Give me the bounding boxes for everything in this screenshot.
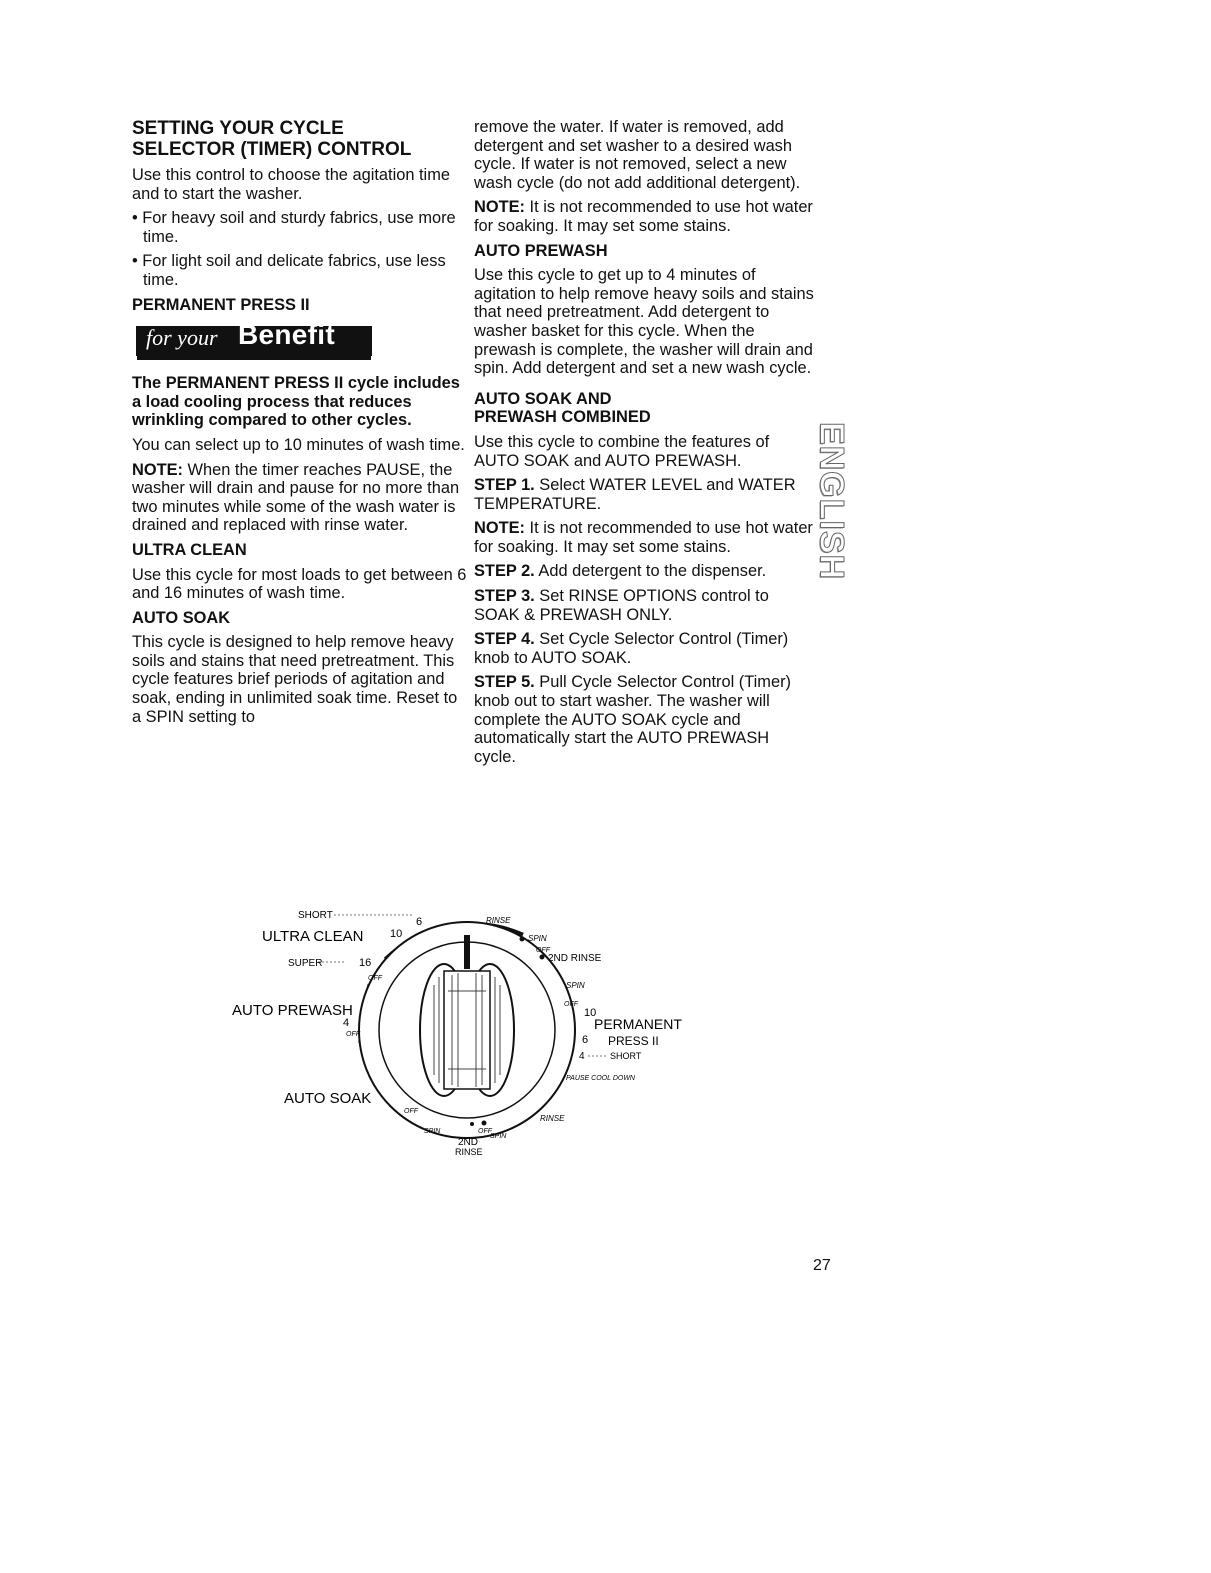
dial-pointer xyxy=(464,935,470,969)
label-2nd-rinse-right: 2ND RINSE xyxy=(548,953,602,964)
note-text: When the timer reaches PAUSE, the washer will drain and pause for no more than two minutes while some of the wash water is drained and replaced with rinse water. xyxy=(132,460,460,535)
combined-heading-line-2: PREWASH COMBINED xyxy=(474,408,651,427)
step-label: STEP 5. xyxy=(474,673,535,692)
label-spin-bottom-right: SPIN xyxy=(490,1133,507,1140)
label-6-right: 6 xyxy=(582,1034,589,1046)
language-side-tab xyxy=(812,412,850,590)
dial-dot xyxy=(470,1122,474,1126)
note-label: NOTE: xyxy=(132,460,183,479)
label-pause-cooldown: PAUSE COOL DOWN xyxy=(566,1075,635,1082)
step-1 xyxy=(474,476,814,513)
step-text: Set Cycle Selector Control (Timer) knob to AUTO SOAK. xyxy=(474,630,789,667)
intro-text: Use this control to choose the agitation time and to start the washer. xyxy=(132,166,450,203)
auto-soak-continued: remove the water. If water is removed, add detergent and set washer to a desired wash cycle. If water is not removed, select a new wash cycle (do not add additional detergent). xyxy=(474,118,801,192)
step-label: STEP 2. xyxy=(474,562,535,581)
step-text: Select WATER LEVEL and WATER TEMPERATURE. xyxy=(474,476,796,513)
ultra-clean-heading: ULTRA CLEAN xyxy=(132,540,247,559)
title-line-1: SETTING YOUR CYCLE xyxy=(132,118,344,139)
note-label: NOTE: xyxy=(474,198,525,217)
right-column xyxy=(474,118,814,772)
step-5 xyxy=(474,673,814,766)
label-off-right: OFF xyxy=(564,1001,578,1008)
auto-prewash-text: Use this cycle to get up to 4 minutes of agitation to help remove heavy soils and stains that need pretreatment. Add detergent to washer basket for this cycle. When the prewash is complete, the washer will drain and spin. Add detergent and set a new wash cycle. xyxy=(474,266,814,378)
title-line-2: SELECTOR (TIMER) CONTROL xyxy=(132,139,412,160)
label-ultra-clean: ULTRA CLEAN xyxy=(262,928,364,945)
label-rinse-top: RINSE xyxy=(486,916,511,925)
step-text: Pull Cycle Selector Control (Timer) knob out to start washer. The washer will complete the AUTO SOAK cycle and automatically start the AUTO PREWASH cycle. xyxy=(474,673,791,766)
benefit-for-your: for your xyxy=(146,325,218,351)
ultra-clean-text: Use this cycle for most loads to get between 6 and 16 minutes of wash time. xyxy=(132,565,467,603)
label-spin-right: SPIN xyxy=(566,981,585,990)
label-permanent: PERMANENT xyxy=(594,1016,682,1032)
step-text: Set RINSE OPTIONS control to SOAK & PREWASH ONLY. xyxy=(474,587,769,624)
label-10-right: 10 xyxy=(584,1007,597,1019)
label-off-b: OFF xyxy=(346,1031,360,1038)
dial-svg xyxy=(222,895,692,1165)
label-super: SUPER xyxy=(288,958,323,969)
note-text: It is not recommended to use hot water for soaking. It may set some stains. xyxy=(474,198,813,235)
step-label: STEP 3. xyxy=(474,587,535,606)
for-your-benefit-logo xyxy=(136,319,372,356)
label-short-top: SHORT xyxy=(298,910,333,921)
label-off-top-right: OFF xyxy=(536,947,550,954)
label-spin-top: SPIN xyxy=(528,934,547,943)
dial-dot xyxy=(482,1121,487,1126)
note-text: It is not recommended to use hot water for soaking. It may set some stains. xyxy=(474,519,813,556)
label-10-top: 10 xyxy=(390,928,403,940)
section-title xyxy=(132,118,467,160)
label-press-ii: PRESS II xyxy=(608,1034,659,1048)
step-label: STEP 1. xyxy=(474,476,535,495)
label-off-a: OFF xyxy=(368,975,382,982)
cycle-selector-dial-diagram xyxy=(222,895,692,1165)
permanent-press-callout: The PERMANENT PRESS II cycle includes a load cooling process that reduces wrinkling compared to other cycles. xyxy=(132,374,460,430)
label-off-bottom-right: OFF xyxy=(478,1128,492,1135)
page-number: 27 xyxy=(813,1257,831,1274)
auto-prewash-heading: AUTO PREWASH xyxy=(474,241,608,260)
benefit-word: Benefit xyxy=(238,319,335,351)
dial-dot xyxy=(540,955,545,960)
step-4 xyxy=(474,630,814,667)
label-16: 16 xyxy=(359,957,372,969)
label-auto-soak: AUTO SOAK xyxy=(284,1090,372,1107)
label-4-right: 4 xyxy=(579,1051,585,1062)
label-auto-prewash: AUTO PREWASH xyxy=(232,1002,353,1019)
combined-text: Use this cycle to combine the features of AUTO SOAK and AUTO PREWASH. xyxy=(474,432,770,470)
label-4-left: 4 xyxy=(343,1017,350,1029)
step-text: Add detergent to the dispenser. xyxy=(534,562,767,581)
permanent-press-note xyxy=(132,461,467,535)
soak-note xyxy=(474,198,814,235)
permanent-press-select: You can select up to 10 minutes of wash time. xyxy=(132,435,465,454)
bullet-light-soil: • For light soil and delicate fabrics, use less time. xyxy=(132,252,446,289)
label-2nd-bottom: 2ND xyxy=(458,1137,479,1148)
combined-heading xyxy=(474,390,814,427)
label-6-top: 6 xyxy=(416,916,423,928)
label-off-bottom: OFF xyxy=(404,1108,418,1115)
combined-note xyxy=(474,519,814,556)
step-2 xyxy=(474,562,814,581)
note-label: NOTE: xyxy=(474,519,525,538)
auto-soak-heading: AUTO SOAK xyxy=(132,608,231,627)
permanent-press-heading: PERMANENT PRESS II xyxy=(132,295,310,314)
label-rinse-bottom: RINSE xyxy=(540,1114,565,1123)
knob-grip-center xyxy=(444,971,490,1089)
step-label: STEP 4. xyxy=(474,630,535,649)
dial-dot xyxy=(520,937,525,942)
side-tab-label: ENGLISH xyxy=(812,421,851,581)
label-spin-bottom-left: SPIN xyxy=(424,1128,441,1135)
step-3 xyxy=(474,587,814,624)
label-rinse-bottom-2: RINSE xyxy=(455,1147,483,1157)
label-short-right: SHORT xyxy=(610,1051,642,1061)
auto-soak-text: This cycle is designed to help remove heavy soils and stains that need pretreatment. This cycle features brief periods of agitation and soak, ending in unlimited soak time. Reset to a SPIN setting to xyxy=(132,633,458,726)
left-column xyxy=(132,118,467,732)
combined-heading-line-1: AUTO SOAK AND xyxy=(474,389,612,408)
bullet-heavy-soil: • For heavy soil and sturdy fabrics, use more time. xyxy=(132,209,456,246)
